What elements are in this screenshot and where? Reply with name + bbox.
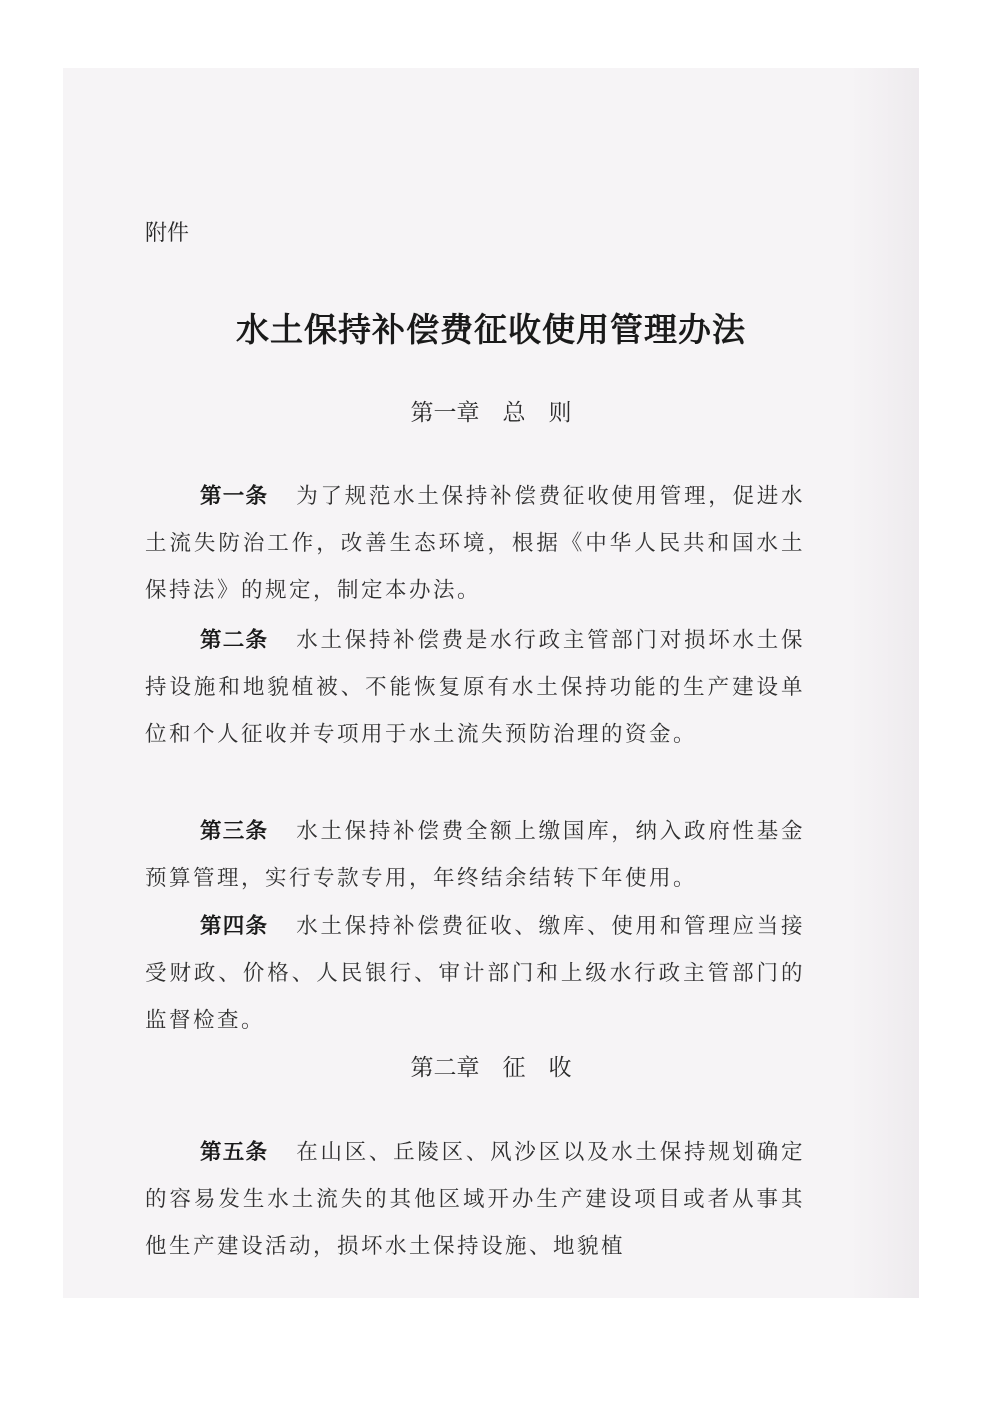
scanned-page	[63, 68, 919, 1298]
article-paragraph	[145, 1129, 805, 1270]
article-paragraph	[145, 617, 805, 758]
article-paragraph	[145, 808, 805, 902]
article-text: 为了规范水土保持补偿费征收使用管理，促进水土流失防治工作，改善生态环境，根据《中华人民共和国水土保持法》的规定，制定本办法。	[145, 483, 805, 603]
chapter-heading: 第二章 征 收	[410, 1055, 572, 1081]
article-label: 第二条	[200, 627, 269, 653]
article-label: 第五条	[200, 1139, 269, 1165]
article-paragraph	[145, 903, 805, 1044]
article-text: 水土保持补偿费是水行政主管部门对损坏水土保持设施和地貌植被、不能恢复原有水土保持功能的生产建设单位和个人征收并专项用于水土流失预防治理的资金。	[145, 627, 805, 747]
article-paragraph	[145, 473, 805, 614]
attachment-label: 附件	[145, 221, 190, 246]
document-title: 水土保持补偿费征收使用管理办法	[236, 310, 746, 349]
chapter-heading: 第一章 总 则	[410, 400, 572, 426]
article-label: 第三条	[200, 818, 269, 844]
article-label: 第四条	[200, 913, 269, 939]
article-text: 水土保持补偿费全额上缴国库，纳入政府性基金预算管理，实行专款专用，年终结余结转下年使用。	[145, 818, 805, 891]
article-label: 第一条	[200, 483, 269, 509]
article-text: 水土保持补偿费征收、缴库、使用和管理应当接受财政、价格、人民银行、审计部门和上级水行政主管部门的监督检查。	[145, 913, 805, 1033]
article-text: 在山区、丘陵区、风沙区以及水土保持规划确定的容易发生水土流失的其他区域开办生产建设项目或者从事其他生产建设活动，损坏水土保持设施、地貌植	[145, 1139, 805, 1259]
